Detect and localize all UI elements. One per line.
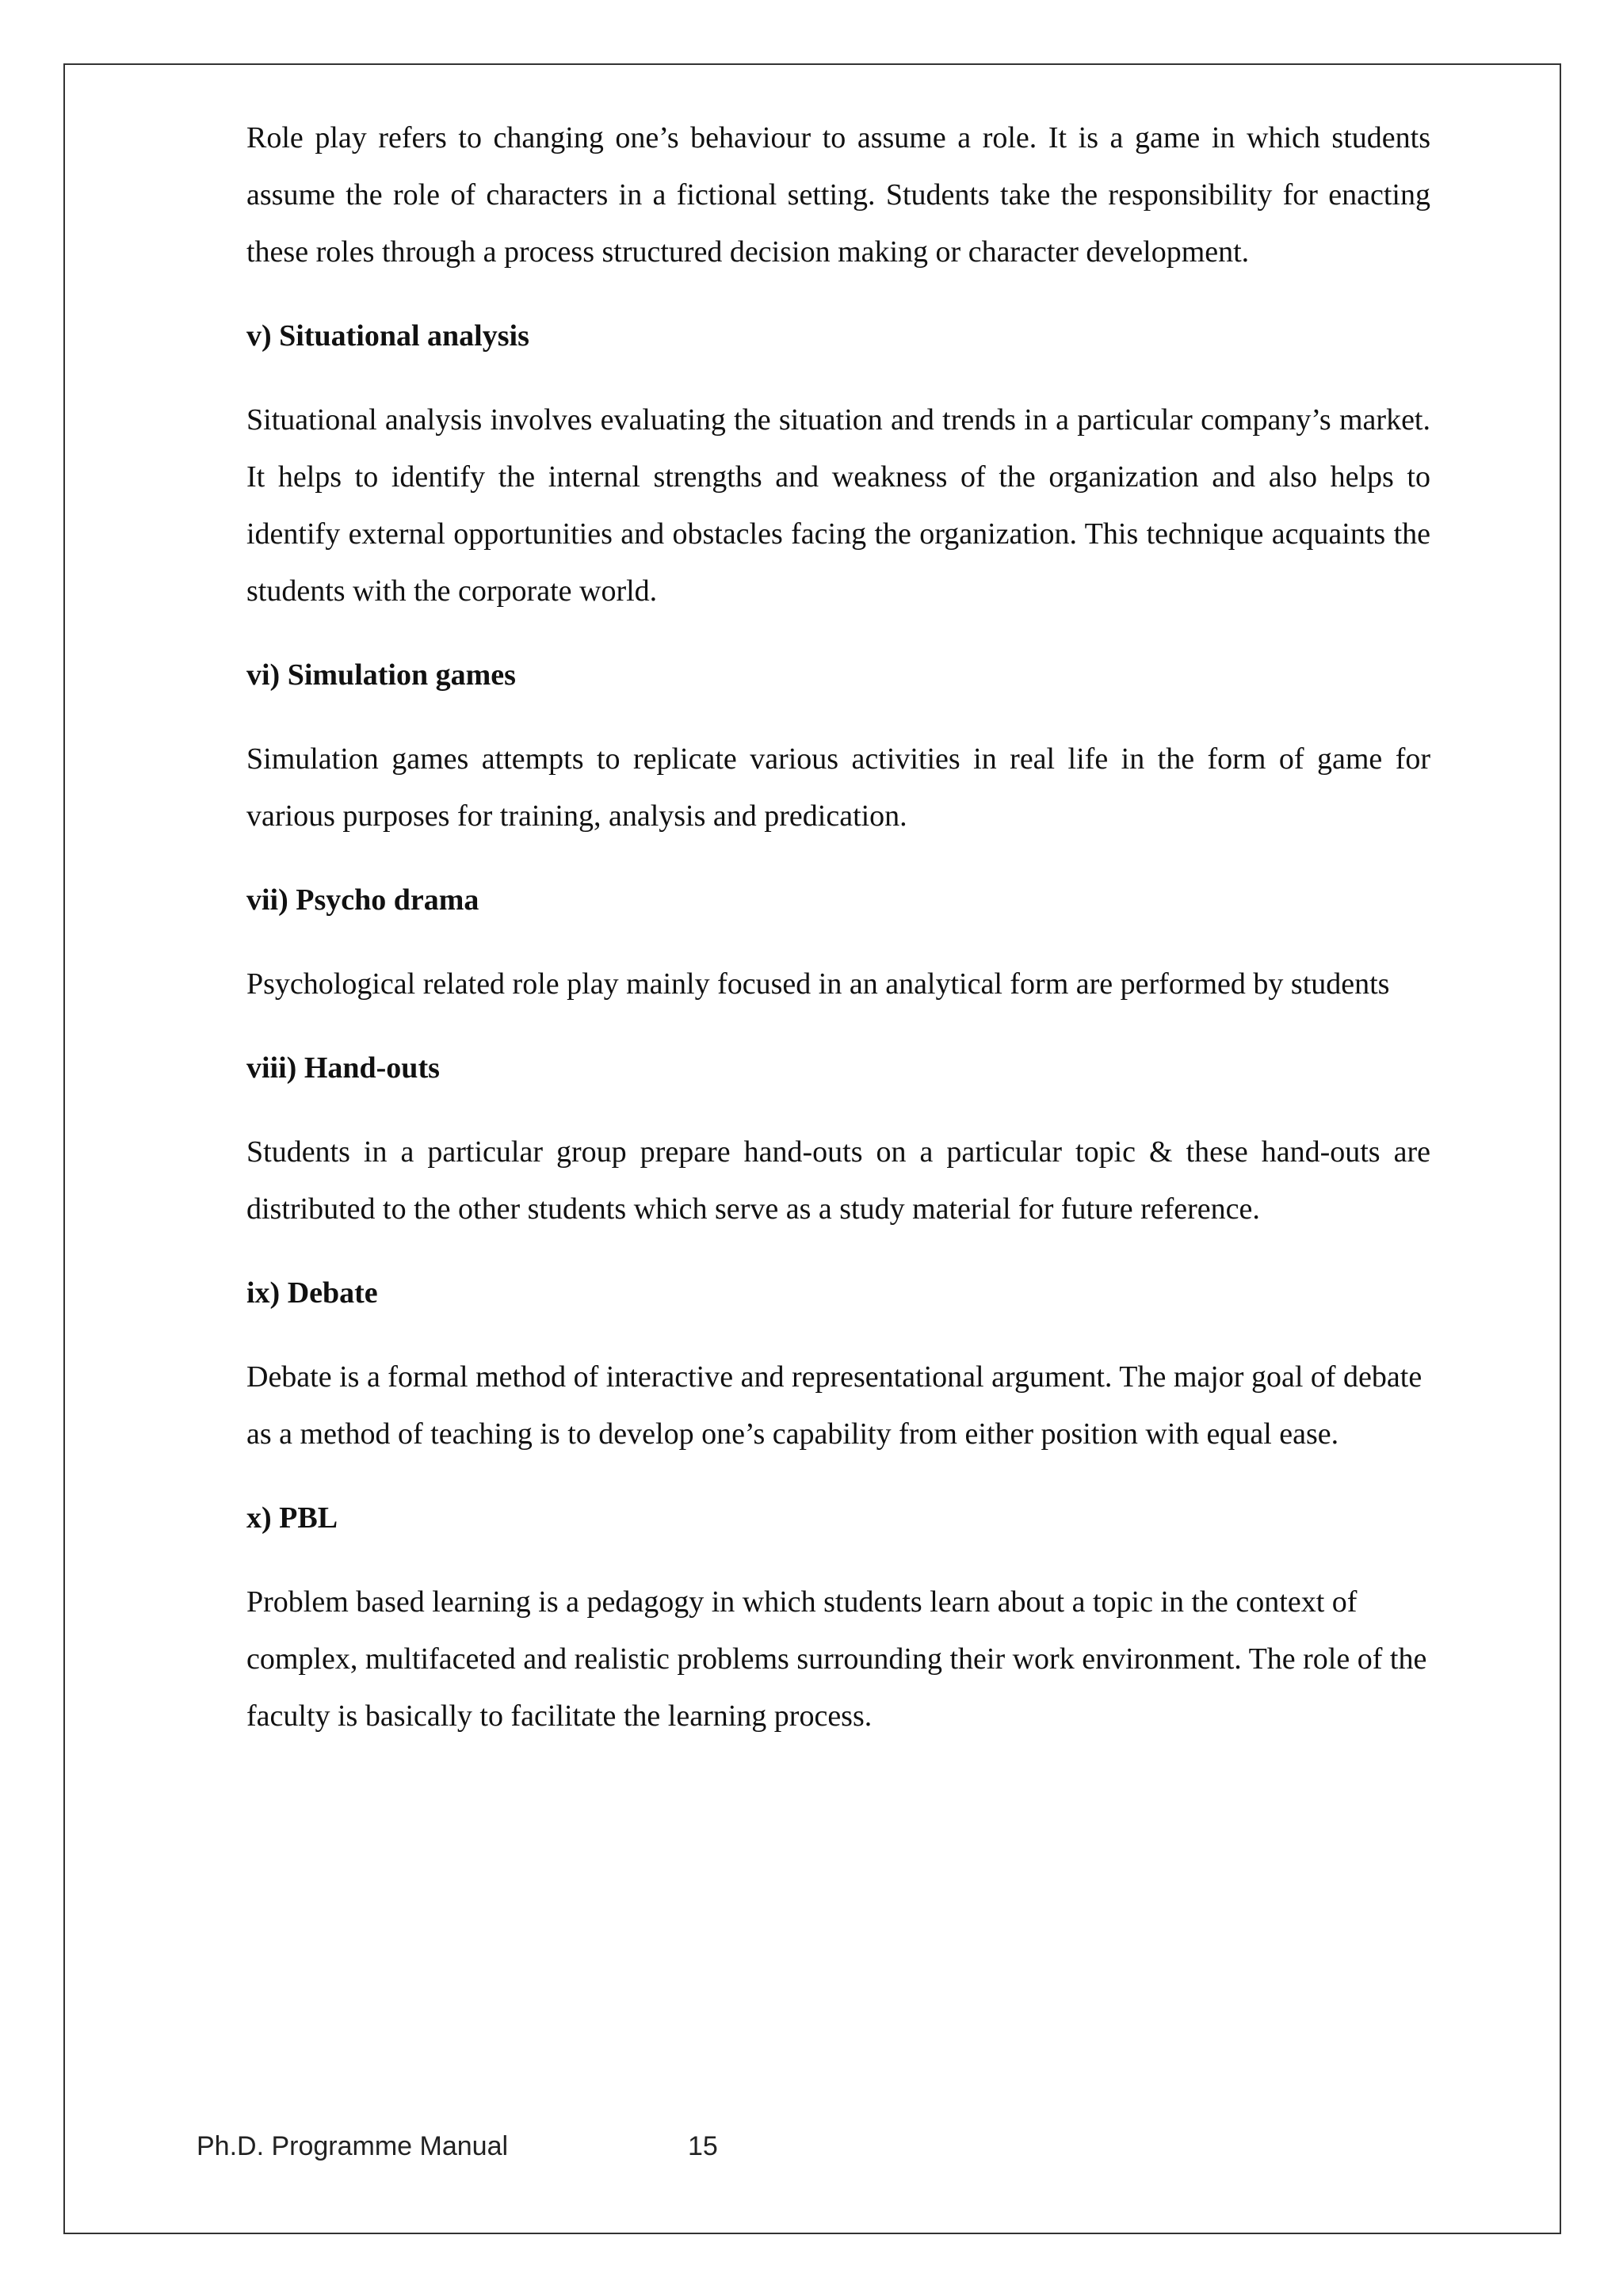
- paragraph-role-play: Role play refers to changing one’s behaviour to assume a role. It is a game in which students assume the role of characters in a fictional setting. Students take the responsibility for enacting these roles through a process structured decision making or character development.: [246, 121, 1430, 269]
- heading-psycho-drama: vii) Psycho drama: [246, 883, 479, 917]
- heading-hand-outs: viii) Hand-outs: [246, 1051, 440, 1085]
- paragraph-simulation-games: Simulation games attempts to replicate various activities in real life in the form of game for various purposes for training, analysis and predication.: [246, 742, 1430, 833]
- heading-simulation-games: vi) Simulation games: [246, 658, 516, 692]
- heading-pbl: x) PBL: [246, 1501, 338, 1535]
- document-body: [246, 109, 1430, 1772]
- paragraph-situational-analysis: Situational analysis involves evaluating the situation and trends in a particular company’s market. It helps to identify the internal strengths and weakness of the organization and also helps to identify external opportunities and obstacles facing the organization. This technique acquaints the students with the corporate world.: [246, 403, 1430, 608]
- paragraph-hand-outs: Students in a particular group prepare hand-outs on a particular topic & these hand-outs are distributed to the other students which serve as a study material for future reference.: [246, 1135, 1430, 1226]
- heading-debate: ix) Debate: [246, 1276, 378, 1310]
- heading-situational-analysis: v) Situational analysis: [246, 319, 529, 353]
- paragraph-psycho-drama: Psychological related role play mainly focused in an analytical form are performed by students: [246, 967, 1390, 1001]
- paragraph-debate: Debate is a formal method of interactive and representational argument. The major goal of debate as a method of teaching is to develop one’s capability from either position with equal ease.: [246, 1360, 1423, 1451]
- footer-title: Ph.D. Programme Manual: [197, 2131, 509, 2161]
- paragraph-pbl: Problem based learning is a pedagogy in which students learn about a topic in the context of complex, multifaceted and realistic problems surrounding their work environment. The role of the faculty is basically to facilitate the learning process.: [246, 1585, 1427, 1733]
- footer-page-number: 15: [688, 2131, 718, 2161]
